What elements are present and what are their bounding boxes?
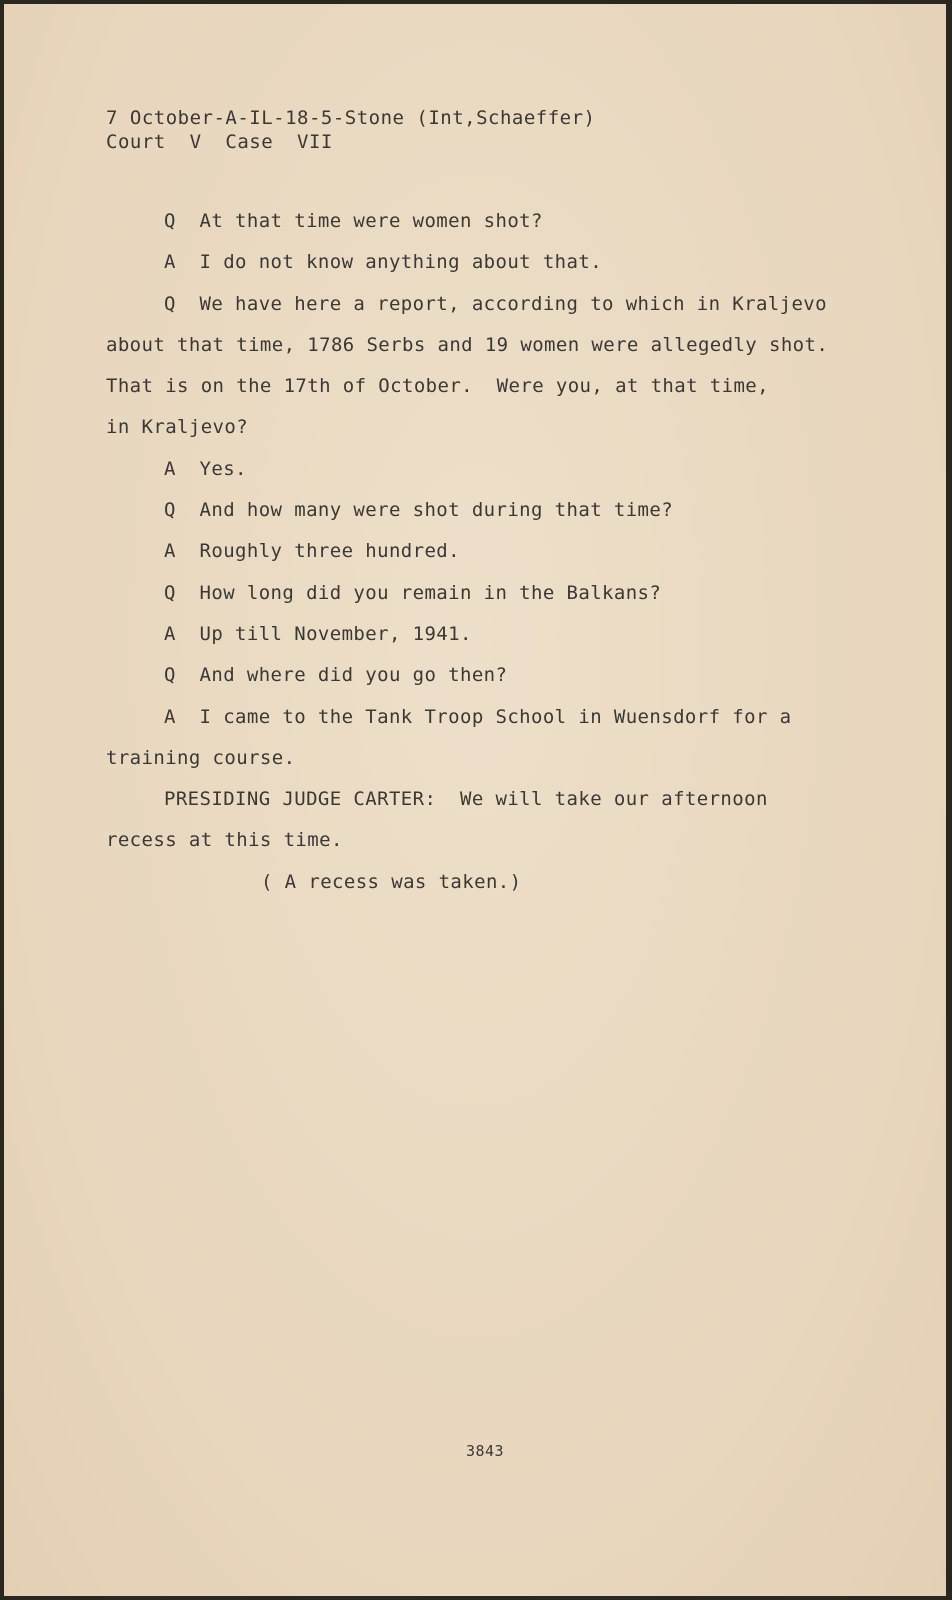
transcript-line: PRESIDING JUDGE CARTER: We will take our afternoon (164, 788, 768, 811)
transcript-line: That is on the 17th of October. Were you, at that time, (106, 375, 769, 398)
transcript-line: A Roughly three hundred. (164, 540, 460, 563)
header-court-line: Court V Case VII (106, 131, 333, 153)
transcript-line: recess at this time. (106, 829, 343, 852)
transcript-line: Q And where did you go then? (164, 664, 508, 687)
transcript-line: A I came to the Tank Troop School in Wuensdorf for a (164, 705, 792, 728)
page-number: 3843 (465, 1442, 505, 1460)
transcript-line: in Kraljevo? (106, 416, 249, 439)
transcript-line: Q How long did you remain in the Balkans? (164, 581, 662, 604)
transcript-line: A I do not know anything about that. (164, 251, 603, 274)
transcript-line: training course. (106, 746, 296, 769)
document-page (4, 4, 946, 1596)
header-session-line: 7 October-A-IL-18-5-Stone (Int,Schaeffer) (106, 107, 596, 129)
transcript-body (106, 209, 866, 911)
transcript-line: A Up till November, 1941. (164, 622, 472, 645)
transcript-line: Q At that time were women shot? (164, 210, 543, 232)
transcript-line: ( A recess was taken.) (261, 870, 522, 893)
transcript-line: about that time, 1786 Serbs and 19 women were allegedly shot. (106, 333, 829, 356)
transcript-line: Q We have here a report, according to which in Kraljevo (164, 292, 827, 315)
document-header (106, 106, 596, 154)
transcript-line: A Yes. (164, 457, 247, 480)
transcript-line: Q And how many were shot during that time? (164, 499, 674, 522)
